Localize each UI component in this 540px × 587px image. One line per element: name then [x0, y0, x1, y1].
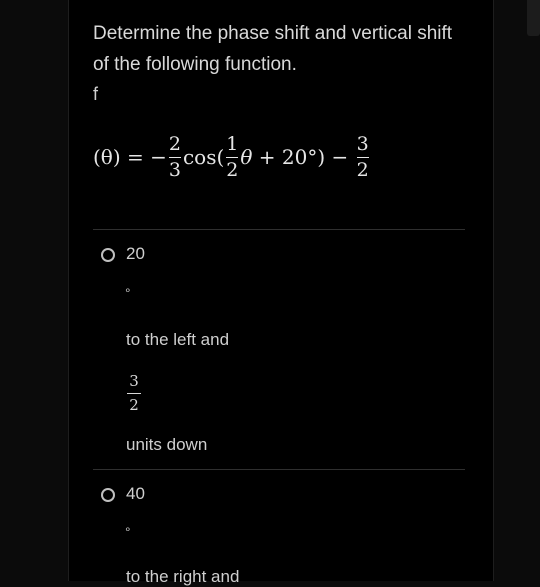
equation-lhs: (θ) = − [93, 145, 167, 169]
cos-open: cos( [182, 145, 225, 169]
shift-denominator: 2 [356, 158, 369, 181]
shift-numerator: 3 [356, 132, 369, 155]
scrollbar-thumb[interactable] [527, 0, 540, 36]
shift-fraction [356, 132, 369, 181]
option-1-vertical: units down [126, 435, 208, 454]
option-1-fraction-denominator: 2 [127, 393, 141, 413]
option-1-direction: to the left and [126, 330, 230, 349]
divider-middle [93, 469, 465, 470]
option-1-degree: ∘ [124, 283, 132, 297]
inner-fraction [226, 132, 239, 181]
option-2-value: 40 [126, 484, 145, 503]
function-equation [93, 127, 371, 187]
inner-numerator: 1 [226, 132, 239, 155]
option-1-fraction [127, 374, 141, 413]
option-1-radio[interactable] [101, 248, 115, 262]
coefficient-fraction [168, 132, 181, 181]
option-2-degree: ∘ [124, 522, 132, 536]
option-1-fraction-numerator: 3 [129, 372, 139, 390]
question-text: Determine the phase shift and vertical shift of the following function. [93, 23, 453, 75]
option-2-radio[interactable] [101, 488, 115, 502]
option-2-direction: to the right and [126, 567, 240, 586]
inner-denominator: 2 [226, 158, 239, 181]
function-letter: f [93, 84, 99, 104]
coefficient-numerator: 2 [168, 132, 181, 155]
divider-top [93, 229, 465, 230]
theta-symbol: θ [240, 145, 253, 169]
plus-term: + 20°) − [252, 145, 355, 169]
option-1-value: 20 [126, 244, 145, 263]
coefficient-denominator: 3 [168, 158, 181, 181]
